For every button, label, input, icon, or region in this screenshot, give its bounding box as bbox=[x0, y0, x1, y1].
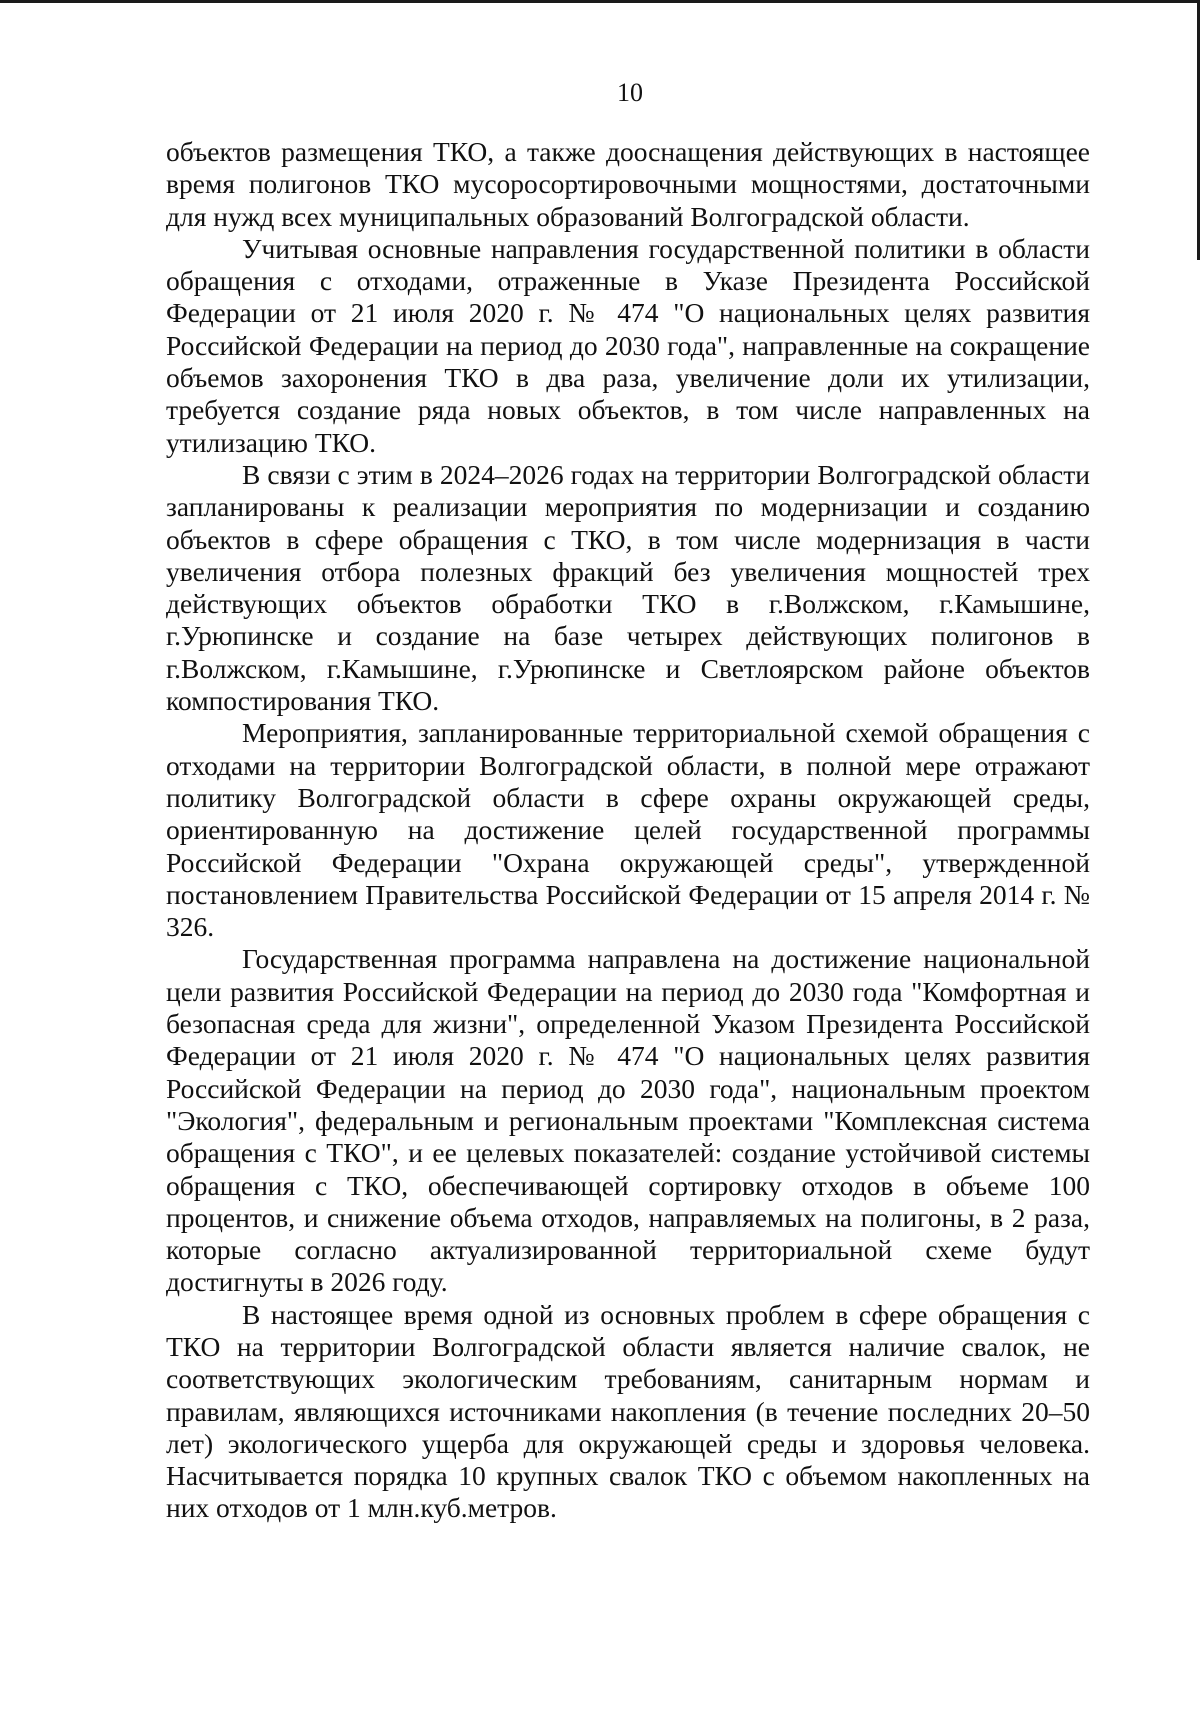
paragraph-continuation: объектов размещения ТКО, а также дооснащения действующих в настоящее время полигонов ТКО мусоросортировочными мощностями, достаточными для нужд всех муниципальных образований Волгоградской области. bbox=[166, 136, 1090, 232]
page-number: 10 bbox=[617, 78, 643, 107]
document-body bbox=[166, 136, 1090, 1525]
paragraph-state-program: Государственная программа направлена на достижение национальной цели развития Российской Федерации на период до 2030 года "Комфортная и безопасная среда для жизни", определенной Указом Президента Российской Федерации от 21 июля 2020 г. № 474 "О национальных целях развития Российской Федерации на период до 2030 года", национальным проектом "Экология", федеральным и региональным проектами "Комплексная система обращения с ТКО", и ее целевых показателей: создание устойчивой системы обращения с ТКО, обеспечивающей сортировку отходов в объеме 100 процентов, и снижение объема отходов, направляемых на полигоны, в 2 раза, которые согласно актуализированной территориальной схеме будут достигнуты в 2026 году. bbox=[166, 943, 1090, 1298]
paragraph-landfill-problems: В настоящее время одной из основных проблем в сфере обращения с ТКО на территории Волгоградской области является наличие свалок, не соответствующих экологическим требованиям, санитарным нормам и правилам, являющихся источниками накопления (в течение последних 20–50 лет) экологического ущерба для окружающей среды и здоровья человека. Насчитывается порядка 10 крупных свалок ТКО с объемом накопленных на них отходов от 1 млн.куб.метров. bbox=[166, 1298, 1090, 1524]
paragraph-territorial-scheme: Мероприятия, запланированные территориальной схемой обращения с отходами на территории Волгоградской области, в полной мере отражают политику Волгоградской области в сфере охраны окружающей среды, ориентированную на достижение целей государственной программы Российской Федерации "Охрана окружающей среды", утвержденной постановлением Правительства Российской Федерации от 15 апреля 2014 г. № 326. bbox=[166, 717, 1090, 943]
paragraph-planned-measures: В связи с этим в 2024–2026 годах на территории Волгоградской области запланированы к реализации мероприятия по модернизации и созданию объектов в сфере обращения с ТКО, в том числе модернизация в части увеличения отбора полезных фракций без увеличения мощностей трех действующих объектов обработки ТКО в г.Волжском, г.Камышине, г.Урюпинске и создание на базе четырех действующих полигонов в г.Волжском, г.Камышине, г.Урюпинске и Светлоярском районе объектов компостирования ТКО. bbox=[166, 458, 1090, 717]
scan-edge-top bbox=[0, 0, 1200, 3]
paragraph-policy-directions: Учитывая основные направления государственной политики в области обращения с отходами, отраженные в Указе Президента Российской Федерации от 21 июля 2020 г. № 474 "О национальных целях развития Российской Федерации на период до 2030 года", направленные на сокращение объемов захоронения ТКО в два раза, увеличение доли их утилизации, требуется создание ряда новых объектов, в том числе направленных на утилизацию ТКО. bbox=[166, 232, 1090, 458]
